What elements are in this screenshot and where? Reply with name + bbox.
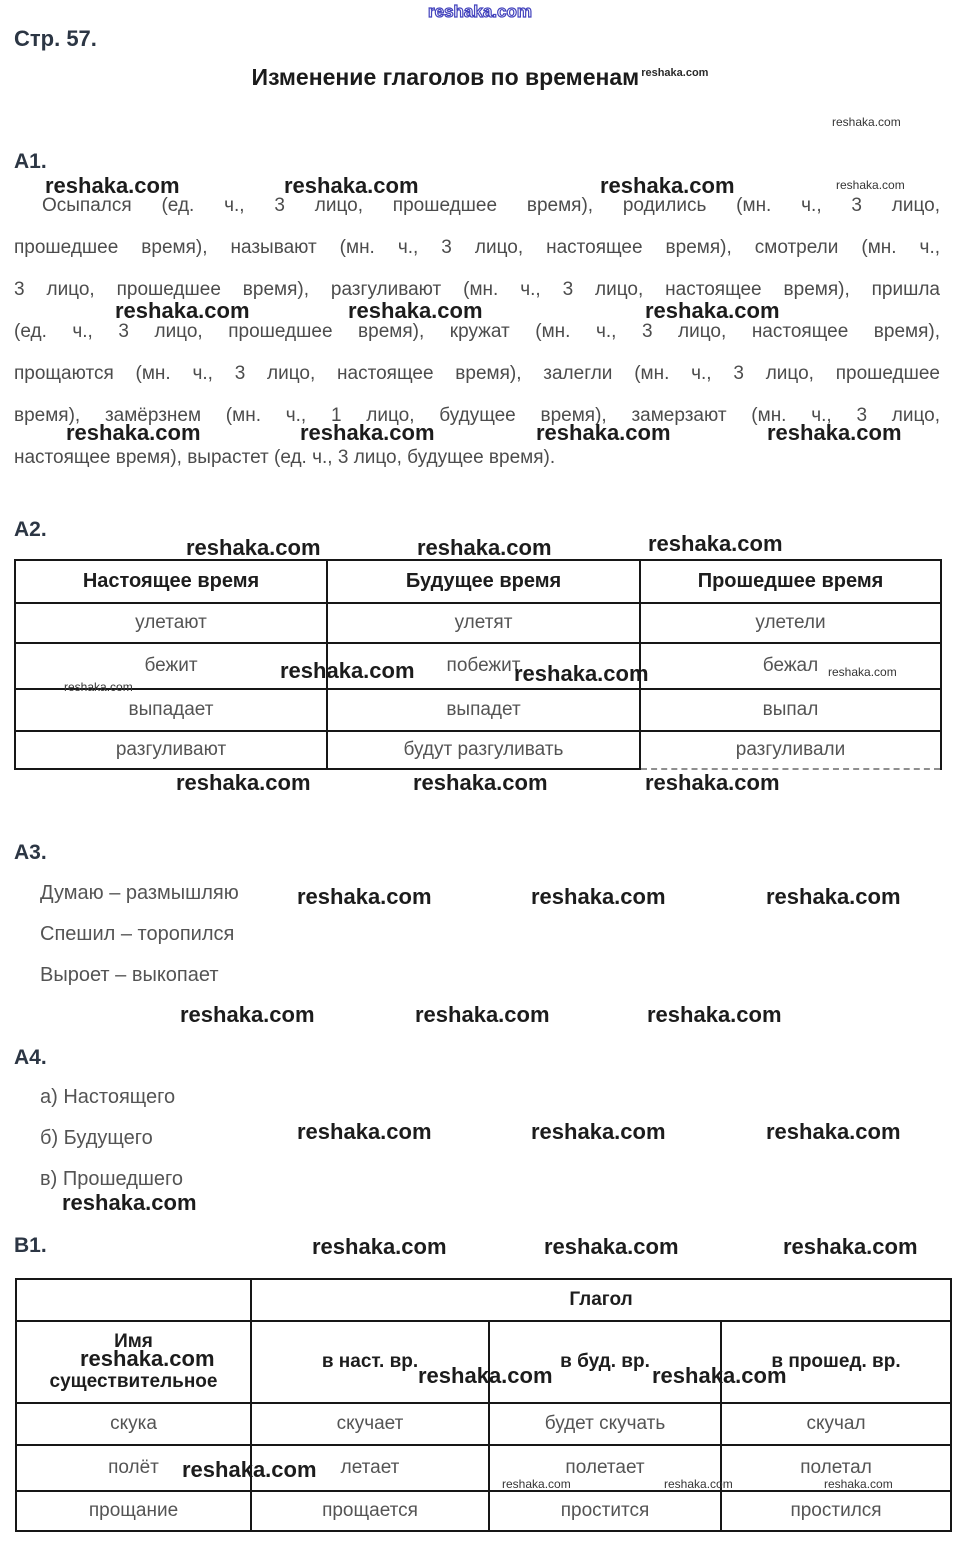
watermark-text: reshaka.com: [64, 680, 133, 694]
table-cell: бежал: [640, 643, 941, 689]
a3-answer-list: [40, 873, 239, 996]
table-cell: будут разгуливать: [327, 731, 640, 769]
answer-option: в) Прошедшего: [40, 1168, 184, 1190]
answer-option: б) Будущего: [40, 1127, 153, 1149]
table-row: [16, 1491, 951, 1531]
watermark-text: reshaka.com: [641, 67, 709, 80]
verb-forms-table: [15, 1278, 952, 1532]
watermark-text: reshaka.com: [531, 1119, 666, 1144]
table-group-header-row: [16, 1279, 951, 1321]
table-cell: выпадает: [15, 689, 327, 731]
table-cell: улетят: [327, 603, 640, 643]
column-header: Прошедшее время: [640, 560, 941, 603]
table-cell: улетают: [15, 603, 327, 643]
watermark-text: reshaka.com: [115, 298, 250, 323]
watermark-text: reshaka.com: [531, 884, 666, 909]
column-header: Будущее время: [327, 560, 640, 603]
table-cell: разгуливают: [15, 731, 327, 769]
watermark-text: reshaka.com: [62, 1190, 197, 1215]
synonym-pair: Выроет – выкопает: [40, 964, 219, 986]
a1-answer-line: прощаются (мн. ч., 3 лицо, настоящее время), залегли (мн. ч., 3 лицо, прошедшее: [14, 363, 940, 384]
column-header: Настоящее время: [15, 560, 327, 603]
watermark-text: reshaka.com: [284, 173, 419, 198]
table-cell: выпал: [640, 689, 941, 731]
watermark-text: reshaka.com: [297, 884, 432, 909]
a1-answer-line: Осыпался (ед. ч., 3 лицо, прошедшее время), родились (мн. ч., 3 лицо,: [42, 195, 940, 216]
watermark-text: reshaka.com: [652, 1363, 787, 1388]
table-cell: прощание: [16, 1491, 251, 1531]
a1-answer-line: прошедшее время), называют (мн. ч., 3 лицо, настоящее время), смотрели (мн. ч.,: [14, 237, 940, 258]
tense-table: [14, 559, 942, 770]
column-header-text: Имя существительное: [49, 1331, 218, 1392]
table-row: [16, 1403, 951, 1445]
table-cell: скучал: [721, 1403, 951, 1445]
page-title: [252, 64, 709, 90]
watermark-text: reshaka.com: [645, 298, 780, 323]
section-b1-label: В1.: [14, 1234, 47, 1257]
watermark-text: reshaka.com: [647, 1002, 782, 1027]
section-a3-label: А3.: [14, 841, 47, 864]
column-header: в наст. вр.: [251, 1321, 489, 1403]
table-header-row: [15, 560, 941, 603]
table-cell: побежит: [327, 643, 640, 689]
group-header-cell: Глагол: [251, 1279, 951, 1321]
page-title-text: Изменение глаголов по временам: [251, 64, 640, 90]
watermark-text: reshaka.com: [176, 770, 311, 795]
watermark-text: reshaka.com: [413, 770, 548, 795]
watermark-text: reshaka.com: [514, 661, 649, 686]
watermark-text: reshaka.com: [836, 178, 905, 192]
watermark-text: reshaka.com: [300, 420, 435, 445]
watermark-text: reshaka.com: [180, 1002, 315, 1027]
watermark-text: reshaka.com: [418, 1363, 553, 1388]
watermark-text: reshaka.com: [182, 1457, 317, 1482]
a1-answer-line: настоящее время), вырастет (ед. ч., 3 лицо, будущее время).: [14, 447, 556, 468]
section-a1-label: А1.: [14, 150, 47, 173]
watermark-text: reshaka.com: [312, 1234, 447, 1259]
table-row: [15, 731, 941, 769]
watermark-text: reshaka.com: [766, 1119, 901, 1144]
a1-answer-line: 3 лицо, прошедшее время), разгуливают (мн. ч., 3 лицо, настоящее время), пришла: [14, 279, 940, 300]
section-a2-label: А2.: [14, 518, 47, 541]
watermark-text: reshaka.com: [417, 535, 552, 560]
watermark-text: reshaka.com: [66, 420, 201, 445]
table-row: [16, 1445, 951, 1491]
table-cell: скука: [16, 1403, 251, 1445]
watermark-text: reshaka.com: [428, 2, 532, 21]
watermark-text: reshaka.com: [664, 1477, 733, 1491]
page-number-label: Стр. 57.: [14, 26, 97, 51]
table-cell: полетал: [721, 1445, 951, 1491]
table-cell: полёт: [16, 1445, 251, 1491]
table-cell: полетает: [489, 1445, 721, 1491]
watermark-text: reshaka.com: [766, 884, 901, 909]
watermark-text: reshaka.com: [297, 1119, 432, 1144]
table-cell: бежит: [15, 643, 327, 689]
watermark-text: reshaka.com: [536, 420, 671, 445]
empty-corner-cell: [16, 1279, 251, 1321]
column-header: в буд. вр.: [489, 1321, 721, 1403]
watermark-text: reshaka.com: [280, 658, 415, 683]
table-row: [15, 643, 941, 689]
watermark-text: reshaka.com: [767, 420, 902, 445]
table-cell: скучает: [251, 1403, 489, 1445]
synonym-pair: Думаю – размышляю: [40, 882, 239, 904]
watermark-text: reshaka.com: [502, 1477, 571, 1491]
a1-answer-line: (ед. ч., 3 лицо, прошедшее время), кружат (мн. ч., 3 лицо, настоящее время),: [14, 321, 940, 342]
table-cell: выпадет: [327, 689, 640, 731]
table-cell: простился: [721, 1491, 951, 1531]
watermark-text: reshaka.com: [648, 531, 783, 556]
synonym-pair: Спешил – торопился: [40, 923, 235, 945]
section-a4-label: А4.: [14, 1046, 47, 1069]
table-cell: прощается: [251, 1491, 489, 1531]
table-row: [15, 689, 941, 731]
watermark-text: reshaka.com: [824, 1477, 893, 1491]
watermark-text: reshaka.com: [832, 115, 901, 129]
column-header: в прошед. вр.: [721, 1321, 951, 1403]
watermark-text: reshaka.com: [415, 1002, 550, 1027]
watermark-text: reshaka.com: [645, 770, 780, 795]
watermark-text: reshaka.com: [45, 173, 180, 198]
watermark-text: reshaka.com: [348, 298, 483, 323]
table-cell: разгуливали: [640, 731, 941, 769]
table-row: [15, 603, 941, 643]
table-cell: будет скучать: [489, 1403, 721, 1445]
table-cell: улетели: [640, 603, 941, 643]
table-cell: простится: [489, 1491, 721, 1531]
watermark-text: reshaka.com: [80, 1346, 215, 1371]
watermark-text: reshaka.com: [828, 665, 897, 679]
a1-answer-line: время), замёрзнем (мн. ч., 1 лицо, будущее время), замерзают (мн. ч., 3 лицо,: [14, 405, 940, 426]
table-cell: летает: [251, 1445, 489, 1491]
watermark-text: reshaka.com: [186, 535, 321, 560]
answer-option: а) Настоящего: [40, 1086, 176, 1108]
watermark-text: reshaka.com: [600, 173, 735, 198]
watermark-text: reshaka.com: [544, 1234, 679, 1259]
watermark-text: reshaka.com: [783, 1234, 918, 1259]
title-row: [0, 64, 960, 91]
a4-answer-list: [40, 1077, 183, 1200]
